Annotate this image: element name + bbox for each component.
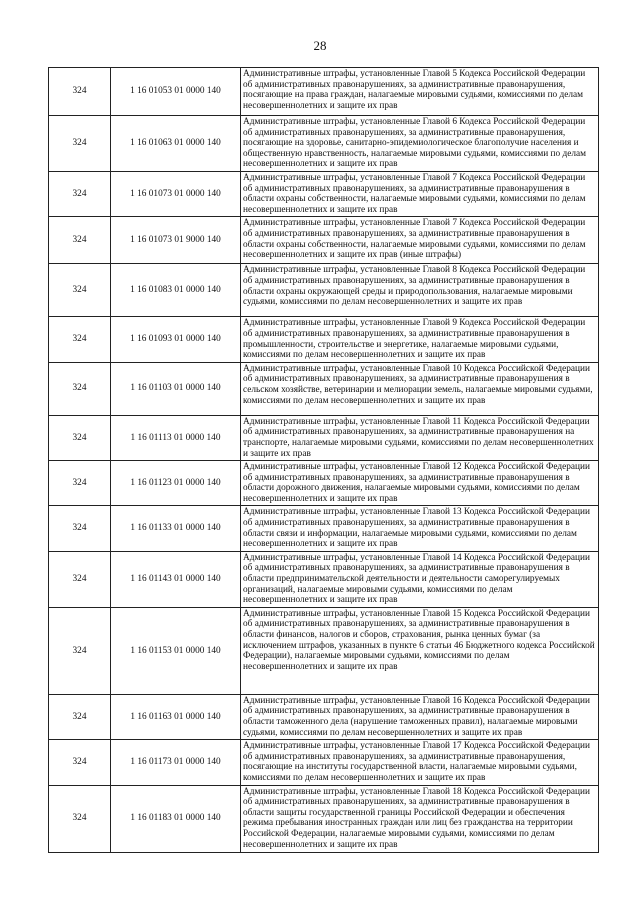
- description-cell: Административные штрафы, установленные Главой 18 Кодекса Российской Федерации об административных правонарушениях, за административные правонарушения в области защиты государственной границы Российской Федерации и обеспечения режима пребывания иностранных граждан или лиц без гражданства на территории Российской Федерации, налагаемые мировыми судьями, комиссиями по делам несовершеннолетних и защите их прав: [241, 785, 599, 852]
- budget-code-cell: 1 16 01153 01 0000 140: [111, 607, 241, 694]
- budget-code-cell: 1 16 01113 01 0000 140: [111, 415, 241, 460]
- table-row: [49, 551, 599, 607]
- admin-code-cell: 324: [49, 740, 111, 785]
- budget-code-cell: 1 16 01103 01 0000 140: [111, 362, 241, 415]
- admin-code-cell: 324: [49, 171, 111, 216]
- budget-codes-table: [48, 67, 599, 853]
- budget-code-cell: 1 16 01073 01 0000 140: [111, 171, 241, 216]
- table-row: [49, 785, 599, 852]
- admin-code-cell: 324: [49, 317, 111, 362]
- admin-code-cell: 324: [49, 116, 111, 172]
- description-cell: Административные штрафы, установленные Главой 7 Кодекса Российской Федерации об административных правонарушениях, за административные правонарушения в области охраны собственности, налагаемые мировыми судьями, комиссиями по делам несовершеннолетних и защите их прав (иные штрафы): [241, 217, 599, 264]
- admin-code-cell: 324: [49, 68, 111, 116]
- description-cell: Административные штрафы, установленные Главой 17 Кодекса Российской Федерации об административных правонарушениях, за административные правонарушения, посягающие на институты государственной власти, налагаемые мировыми судьями, комиссиями по делам несовершеннолетних и защите их прав: [241, 740, 599, 785]
- description-cell: Административные штрафы, установленные Главой 8 Кодекса Российской Федерации об административных правонарушениях, за административные правонарушения в области охраны окружающей среды и природопользования, налагаемые мировыми судьями, комиссиями по делам несовершеннолетних и защите их прав: [241, 264, 599, 317]
- admin-code-cell: 324: [49, 217, 111, 264]
- admin-code-cell: 324: [49, 607, 111, 694]
- table-row: [49, 415, 599, 460]
- table-row: [49, 740, 599, 785]
- table-row: [49, 317, 599, 362]
- budget-code-cell: 1 16 01053 01 0000 140: [111, 68, 241, 116]
- table-row: [49, 68, 599, 116]
- admin-code-cell: 324: [49, 362, 111, 415]
- description-cell: Административные штрафы, установленные Главой 14 Кодекса Российской Федерации об административных правонарушениях, за административные правонарушения в области предпринимательской деятельности и деятельности саморегулируемых организаций, налагаемые мировыми судьями, комиссиями по делам несовершеннолетних и защите их прав: [241, 551, 599, 607]
- budget-code-cell: 1 16 01143 01 0000 140: [111, 551, 241, 607]
- table-row: [49, 461, 599, 506]
- page-number: 28: [313, 38, 327, 53]
- admin-code-cell: 324: [49, 461, 111, 506]
- admin-code-cell: 324: [49, 551, 111, 607]
- admin-code-cell: 324: [49, 785, 111, 852]
- description-cell: Административные штрафы, установленные Главой 5 Кодекса Российской Федерации об административных правонарушениях, за административные правонарушения, посягающие на права граждан, налагаемые мировыми судьями, комиссиями по делам несовершеннолетних и защите их прав: [241, 68, 599, 116]
- budget-code-cell: 1 16 01123 01 0000 140: [111, 461, 241, 506]
- budget-code-cell: 1 16 01133 01 0000 140: [111, 506, 241, 551]
- budget-code-cell: 1 16 01173 01 0000 140: [111, 740, 241, 785]
- admin-code-cell: 324: [49, 264, 111, 317]
- table-row: [49, 506, 599, 551]
- table-row: [49, 217, 599, 264]
- admin-code-cell: 324: [49, 694, 111, 739]
- budget-code-cell: 1 16 01093 01 0000 140: [111, 317, 241, 362]
- table-row: [49, 607, 599, 694]
- budget-code-cell: 1 16 01083 01 0000 140: [111, 264, 241, 317]
- description-cell: Административные штрафы, установленные Главой 9 Кодекса Российской Федерации об административных правонарушениях, за административные правонарушения в промышленности, строительстве и энергетике, налагаемые мировыми судьями, комиссиями по делам несовершеннолетних и защите их прав: [241, 317, 599, 362]
- table-row: [49, 362, 599, 415]
- budget-code-cell: 1 16 01073 01 9000 140: [111, 217, 241, 264]
- description-cell: Административные штрафы, установленные Главой 11 Кодекса Российской Федерации об административных правонарушениях, за административные правонарушения на транспорте, налагаемые мировыми судьями, комиссиями по делам несовершеннолетних и защите их прав: [241, 415, 599, 460]
- table-row: [49, 264, 599, 317]
- description-cell: Административные штрафы, установленные Главой 15 Кодекса Российской Федерации об административных правонарушениях, за административные правонарушения в области финансов, налогов и сборов, страхования, рынка ценных бумаг (за исключением штрафов, указанных в пункте 6 статьи 46 Бюджетного кодекса Российской Федерации), налагаемые мировыми судьями, комиссиями по делам несовершеннолетних и защите их прав: [241, 607, 599, 694]
- admin-code-cell: 324: [49, 506, 111, 551]
- description-cell: Административные штрафы, установленные Главой 13 Кодекса Российской Федерации об административных правонарушениях, за административные правонарушения в области связи и информации, налагаемые мировыми судьями, комиссиями по делам несовершеннолетних и защите их прав: [241, 506, 599, 551]
- description-cell: Административные штрафы, установленные Главой 12 Кодекса Российской Федерации об административных правонарушениях, за административные правонарушения в области дорожного движения, налагаемые мировыми судьями, комиссиями по делам несовершеннолетних и защите их прав: [241, 461, 599, 506]
- budget-code-cell: 1 16 01163 01 0000 140: [111, 694, 241, 739]
- budget-code-cell: 1 16 01063 01 0000 140: [111, 116, 241, 172]
- description-cell: Административные штрафы, установленные Главой 6 Кодекса Российской Федерации об административных правонарушениях, за административные правонарушения, посягающие на здоровье, санитарно-эпидемиологическое благополучие населения и общественную нравственность, налагаемые мировыми судьями, комиссиями по делам несовершеннолетних и защите их прав: [241, 116, 599, 172]
- table-row: [49, 694, 599, 739]
- table-row: [49, 171, 599, 216]
- admin-code-cell: 324: [49, 415, 111, 460]
- description-cell: Административные штрафы, установленные Главой 16 Кодекса Российской Федерации об административных правонарушениях, за административные правонарушения в области таможенного дела (нарушение таможенных правил), налагаемые мировыми судьями, комиссиями по делам несовершеннолетних и защите их прав: [241, 694, 599, 739]
- description-cell: Административные штрафы, установленные Главой 7 Кодекса Российской Федерации об административных правонарушениях, за административные правонарушения в области охраны собственности, налагаемые мировыми судьями, комиссиями по делам несовершеннолетних и защите их прав: [241, 171, 599, 216]
- budget-code-cell: 1 16 01183 01 0000 140: [111, 785, 241, 852]
- description-cell: Административные штрафы, установленные Главой 10 Кодекса Российской Федерации об административных правонарушениях, за административные правонарушения в сельском хозяйстве, ветеринарии и мелиорации земель, налагаемые мировыми судьями, комиссиями по делам несовершеннолетних и защите их прав: [241, 362, 599, 415]
- table-row: [49, 116, 599, 172]
- table-body: [49, 68, 599, 853]
